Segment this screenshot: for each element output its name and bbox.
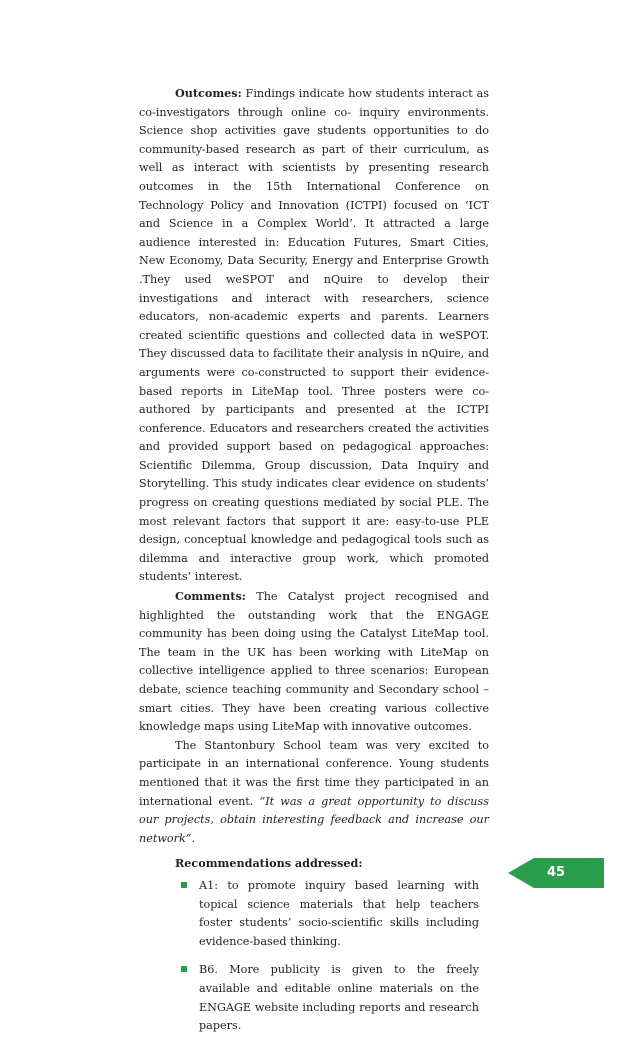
recommendation-item (199, 877, 479, 951)
outcomes-paragraph (139, 84, 489, 587)
outcomes-text: Findings indicate how students interact as co-investigators through online co- inquiry environments. Science shop activities gave students opportunities to do community-based research as part of their curriculum, as well as interact with scientists by presenting research outcomes in the 15th International Conference on Technology Policy and Innovation (ICTPI) focused on ‘ICT and Science in a Complex World’. It attracted a large audience interested in: Education Futures, Smart Cities, New Economy, Data Security, Energy and Enterprise Growth .They used weSPOT and nQuire to develop their investigations and interact with researchers, science educators, non-academic experts and parents. Learners created scientific questions and collected data in weSPOT. They discussed data to facilitate their analysis in nQuire, and arguments were co-constructed to support their evidence-based reports in LiteMap tool. Three posters were co-authored by participants and presented at the ICTPI conference. Educators and researchers created the activities and provided support based on pedagogical approaches: Scientific Dilemma, Group discussion, Data Inquiry and Storytelling. This study indicates clear evidence on students’ progress on creating questions mediated by social PLE. The most relevant factors that support it are: easy-to-use PLE design, conceptual knowledge and pedagogical tools such as dilemma and interactive group work, which promoted students’ interest. (139, 87, 489, 584)
recommendation-text: A1: to promote inquiry based learning with topical science materials that help teachers foster students’ socio-scientific skills including evidence-based thinking. (199, 878, 479, 948)
stantonbury-quote: “It was a great opportunity to discuss our projects, obtain interesting feedback and increase our network” (139, 794, 489, 845)
outcomes-label: Outcomes: (175, 86, 242, 100)
recommendation-item (199, 961, 479, 1035)
recommendation-text: B6. More publicity is given to the freely available and editable online materials on the ENGAGE website including reports and research papers. (199, 963, 479, 1033)
recommendations-list (139, 877, 489, 1036)
page-body (139, 84, 489, 1046)
stantonbury-paragraph (139, 737, 489, 849)
square-bullet-icon (181, 966, 187, 972)
stantonbury-text: The Stantonbury School team was very excited to participate in an international conference. Young students mentioned that it was the first time they participated in an international event. (139, 738, 489, 808)
page-number-badge (508, 858, 604, 888)
stantonbury-end: . (191, 831, 196, 845)
comments-paragraph (139, 587, 489, 737)
square-bullet-icon (181, 882, 187, 888)
comments-label: Comments: (175, 589, 246, 604)
page-number: 45 (546, 865, 566, 880)
comments-text: The Catalyst project recognised and highlighted the outstanding work that the ENGAGE community has been doing using the Catalyst LiteMap tool. The team in the UK has been working with LiteMap on collective intelligence applied to three scenarios: European debate, science teaching community and Secondary school – smart cities. They have been creating various collective knowledge maps using LiteMap with innovative outcomes. (139, 590, 489, 734)
recommendations-heading: Recommendations addressed: (175, 856, 363, 871)
